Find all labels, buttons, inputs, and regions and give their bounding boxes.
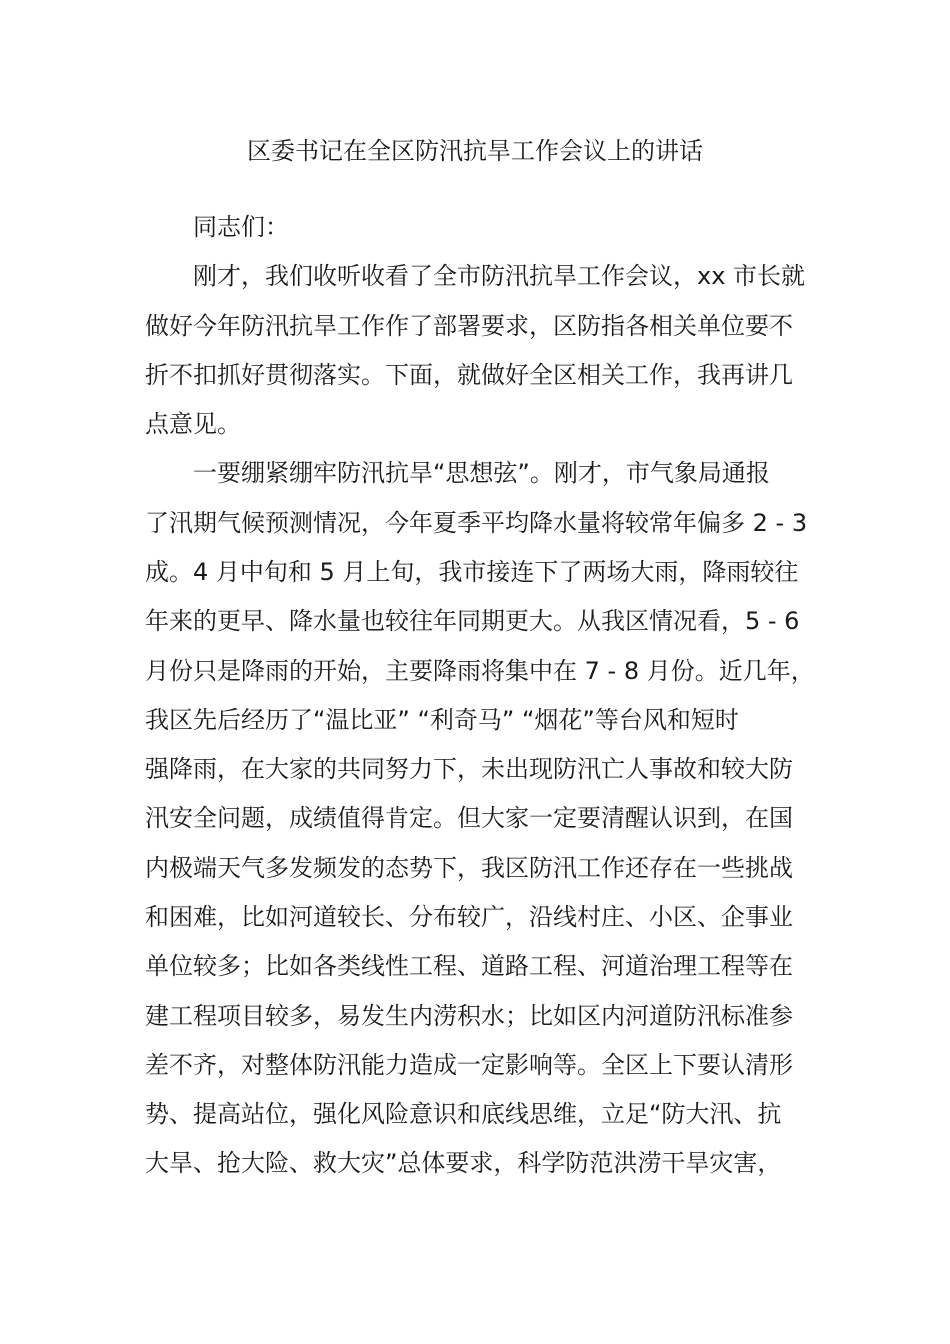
greeting: 同志们： [193,213,289,241]
paragraph-2-line-2: 了汛期气候预测情况，今年夏季平均降水量将较常年偏多 2 - 3 [145,509,808,537]
paragraph-2-line-1: 一要绷紧绷牢防汛抗旱“思想弦”。刚才，市气象局通报 [193,459,770,487]
paragraph-1-line-3: 折不扣抓好贯彻落实。下面，就做好全区相关工作，我再讲几 [145,361,793,389]
paragraph-2-line-14: 势、提高站位，强化风险意识和底线思维，立足“防大汛、抗 [145,1100,782,1128]
paragraph-2-line-5: 月份只是降雨的开始，主要降雨将集中在 7 - 8 月份。近几年， [145,657,815,685]
paragraph-2-line-3: 成。4 月中旬和 5 月上旬，我市接连下了两场大雨，降雨较往 [145,558,799,586]
paragraph-2-line-10: 和困难，比如河道较长、分布较广，沿线村庄、小区、企事业 [145,903,793,931]
paragraph-2-line-4: 年来的更早、降水量也较往年同期更大。从我区情况看，5 - 6 [145,607,800,635]
paragraph-2-line-13: 差不齐，对整体防汛能力造成一定影响等。全区上下要认清形 [145,1051,793,1079]
paragraph-1-line-1: 刚才，我们收听收看了全市防汛抗旱工作会议，xx 市长就 [193,262,806,290]
paragraph-2-line-11: 单位较多；比如各类线性工程、道路工程、河道治理工程等在 [145,952,793,980]
document-title: 区委书记在全区防汛抗旱工作会议上的讲话 [247,137,703,165]
paragraph-2-line-9: 内极端天气多发频发的态势下，我区防汛工作还存在一些挑战 [145,854,793,882]
paragraph-2-line-7: 强降雨，在大家的共同努力下，未出现防汛亡人事故和较大防 [145,755,793,783]
paragraph-1-line-2: 做好今年防汛抗旱工作作了部署要求，区防指各相关单位要不 [145,312,793,340]
paragraph-1-line-4: 点意见。 [145,410,241,438]
paragraph-2-line-15: 大旱、抢大险、救大灾”总体要求，科学防范洪涝干旱灾害， [145,1149,782,1177]
paragraph-2-line-8: 汛安全问题，成绩值得肯定。但大家一定要清醒认识到，在国 [145,804,793,832]
paragraph-2-line-12: 建工程项目较多，易发生内涝积水；比如区内河道防汛标准参 [145,1002,793,1030]
paragraph-2-line-6: 我区先后经历了“温比亚” “利奇马” “烟花”等台风和短时 [145,706,739,734]
